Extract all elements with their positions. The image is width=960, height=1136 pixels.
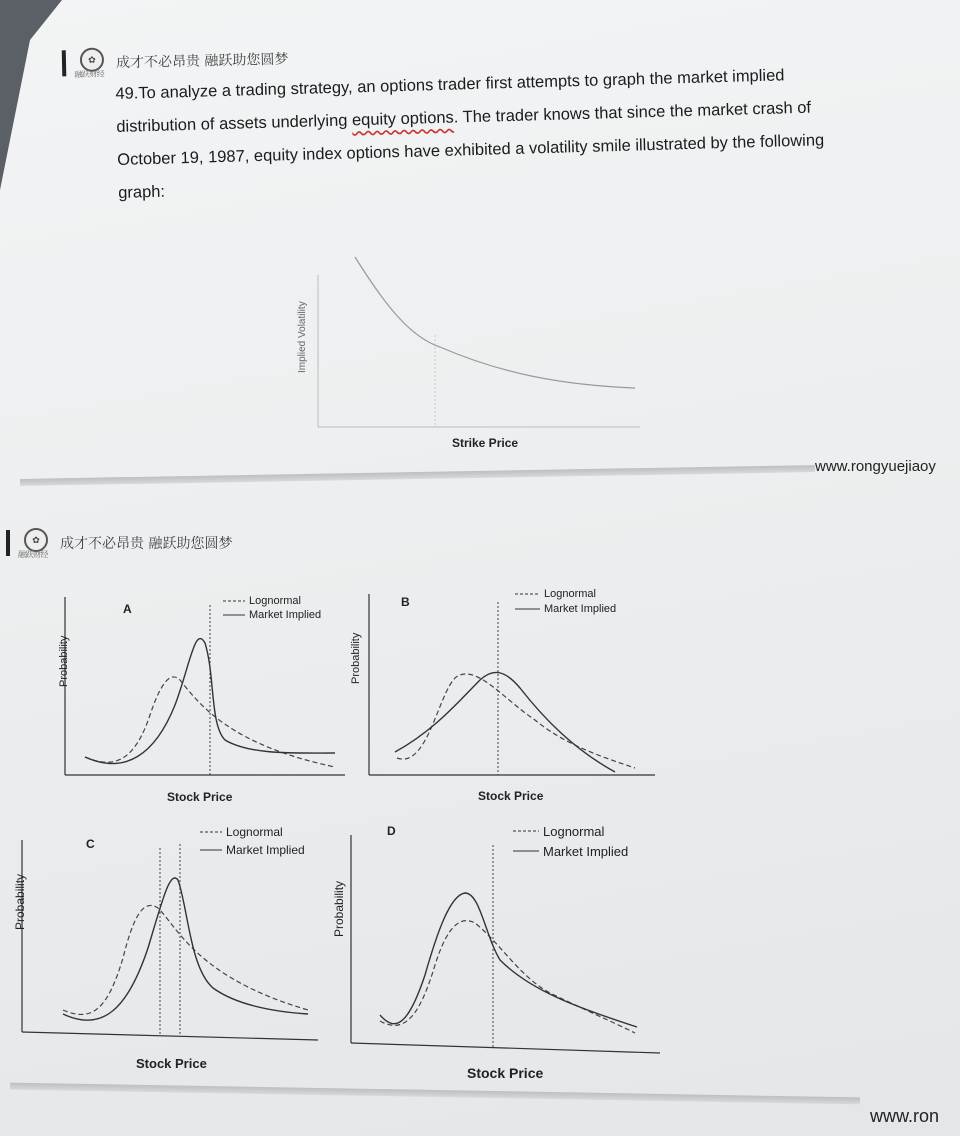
header-bar	[6, 530, 10, 556]
chart-c-x-axis	[22, 1032, 318, 1040]
header-bar	[62, 50, 67, 76]
chart-c	[8, 818, 338, 1073]
chart-b-label: B	[401, 595, 410, 609]
chart-c-x-label: Stock Price	[136, 1056, 207, 1071]
chart-d-x-label: Stock Price	[467, 1065, 544, 1081]
question-text	[115, 55, 948, 210]
chart-b-market-curve	[395, 672, 615, 772]
chart-a-legend-market: Market Implied	[249, 609, 322, 621]
logo-emblem-icon: ✿	[24, 528, 48, 552]
chart-d-legend-lognormal: Lognormal	[543, 824, 605, 839]
smile-x-label: Strike Price	[452, 436, 519, 450]
question-line-3: October 19, 1987, equity index options have exhibited a volatility smile illustrated by the following	[117, 131, 825, 169]
smile-y-label: Implied Volatility	[297, 301, 308, 373]
question-line-1: 49.To analyze a trading strategy, an options trader first attempts to graph the market implied	[115, 66, 785, 103]
chart-b-legend-lognormal: Lognormal	[544, 588, 596, 600]
chart-a-legend-lognormal: Lognormal	[249, 595, 301, 607]
chart-c-market-curve	[63, 878, 308, 1020]
chart-d-legend-market: Market Implied	[543, 844, 629, 859]
underlined-term: equity options	[351, 108, 455, 130]
chart-c-legend-market: Market Implied	[226, 843, 305, 857]
chart-c-y-label: Probability	[13, 873, 27, 930]
chart-d	[325, 815, 670, 1090]
chart-b-y-label: Probability	[350, 632, 362, 684]
chart-c-lognormal-curve	[63, 905, 308, 1014]
page-header-second	[6, 528, 232, 558]
volatility-smile-chart	[290, 245, 660, 465]
question-line-2-tail: . The trader knows that since the market crash of	[453, 98, 812, 127]
logo-subtext: 融跃财经	[18, 550, 48, 559]
logo-emblem-icon: ✿	[80, 47, 104, 71]
footer-url-1: www.rongyuejiaoy	[815, 458, 936, 475]
chart-d-market-curve	[380, 893, 637, 1027]
chart-a-label: A	[123, 602, 132, 616]
chart-d-lognormal-curve	[380, 921, 635, 1033]
chart-c-label: C	[86, 837, 95, 851]
company-logo	[18, 528, 52, 558]
header-slogan: 成才不必昂贵 融跃助您圆梦	[60, 536, 233, 552]
question-line-2-head: distribution of assets underlying	[116, 111, 353, 136]
question-line-4: graph:	[117, 182, 166, 202]
footer-url-2: www.ron	[870, 1106, 940, 1126]
smile-curve	[355, 257, 635, 388]
chart-b-legend-market: Market Implied	[544, 603, 617, 615]
logo-subtext: 融跃财经	[74, 69, 105, 80]
header-slogan: 成才不必昂贵 融跃助您圆梦	[115, 51, 289, 72]
chart-b-lognormal-curve	[397, 674, 635, 768]
chart-a-y-label: Probability	[58, 635, 70, 687]
chart-d-y-label: Probability	[332, 880, 346, 937]
chart-b	[345, 580, 665, 805]
company-logo	[74, 47, 109, 78]
chart-b-x-label: Stock Price	[478, 789, 544, 803]
chart-d-label: D	[387, 824, 396, 838]
chart-a-x-label: Stock Price	[167, 790, 233, 804]
chart-c-legend-lognormal: Lognormal	[226, 825, 283, 839]
chart-d-x-axis	[351, 1043, 660, 1053]
chart-a	[55, 585, 355, 810]
